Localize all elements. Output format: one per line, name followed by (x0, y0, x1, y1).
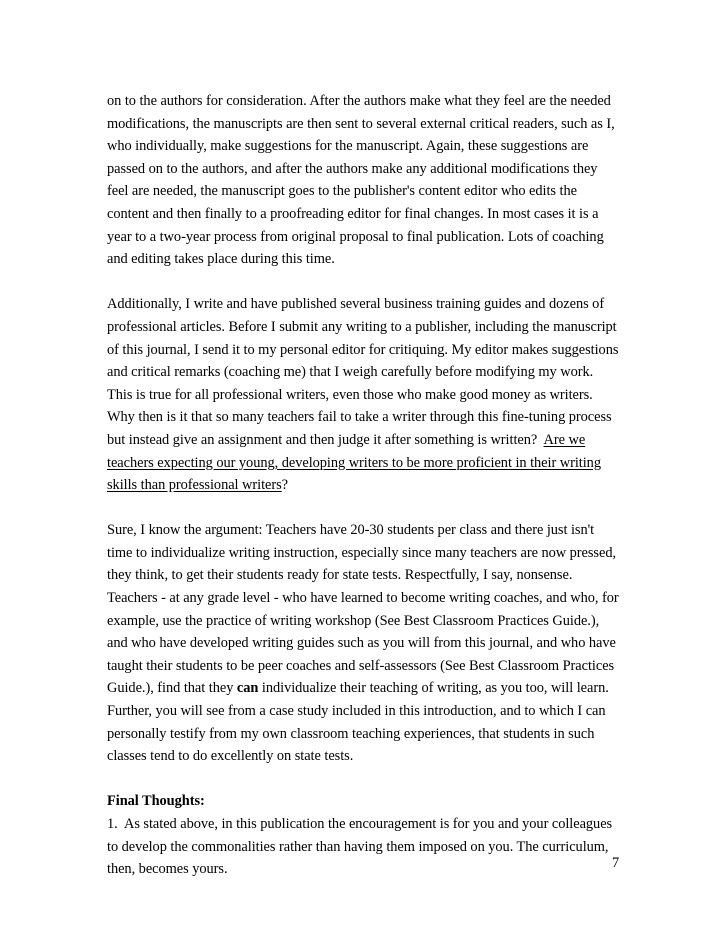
text-line: to develop the commonalities rather than having them imposed on you. The curriculum, (107, 838, 609, 855)
text-line: and critical remarks (coaching me) that I weigh carefully before modifying my work. (107, 364, 594, 381)
text-line: professional articles. Before I submit any writing to a publisher, including the manuscript (107, 318, 617, 335)
text-line: then, becomes yours. (107, 861, 228, 878)
page-number: 7 (612, 855, 620, 871)
underlined-question: skills than professional writers (107, 477, 282, 494)
text-line: example, use the practice of writing workshop (See Best Classroom Practices Guide.), (107, 612, 600, 629)
paragraph-publishing-process (107, 90, 627, 271)
section-heading: Final Thoughts: (107, 793, 205, 810)
paragraph-professional-writing (107, 293, 627, 496)
text-line: 1. As stated above, in this publication the encouragement is for you and your colleagues (107, 816, 613, 832)
text-line: modifications, the manuscripts are then sent to several external critical readers, such as I, (107, 115, 615, 132)
underlined-question: Are we (543, 431, 586, 448)
text-line: personally testify from my own classroom teaching experiences, that students in such (107, 725, 595, 742)
paragraph-teacher-argument (107, 519, 627, 768)
text-line: they think, to get their students ready for state tests. Respectfully, I say, nonsense. (107, 567, 573, 584)
text-line: passed on to the authors, and after the authors make any additional modifications they (107, 160, 598, 177)
text-line: who individually, make suggestions for the manuscript. Again, these suggestions are (107, 138, 589, 155)
text-line: classes tend to do excellently on state tests. (107, 748, 354, 765)
text-line: Further, you will see from a case study included in this introduction, and to which I can (107, 703, 606, 720)
text-line: and who have developed writing guides such as you will from this journal, and who have (107, 635, 616, 652)
text-line: Why then is it that so many teachers fail to take a writer through this fine-tuning process (107, 409, 612, 426)
text-line: on to the authors for consideration. After the authors make what they feel are the needed (107, 93, 611, 109)
underlined-question: teachers expecting our young, developing writers to be more proficient in their writing (107, 454, 601, 471)
text-line (107, 474, 627, 497)
final-thoughts-section (107, 790, 627, 880)
text-line (107, 677, 627, 700)
text-line: Sure, I know the argument: Teachers have 20-30 students per class and there just isn't (107, 522, 595, 539)
text-segment: individualize their teaching of writing, as you too, will learn. (258, 680, 609, 697)
text-line: taught their students to be peer coaches and self-assessors (See Best Classroom Practices (107, 657, 615, 674)
text-line: Teachers - at any grade level - who have learned to become writing coaches, and who, for (107, 590, 619, 607)
bold-emphasis: can (236, 680, 259, 697)
text-line: of this journal, I send it to my personal editor for critiquing. My editor makes suggestions (107, 341, 619, 358)
text-line (107, 429, 627, 452)
text-line: content and then finally to a proofreading editor for final changes. In most cases it is a (107, 205, 599, 222)
text-segment: but instead give an assignment and then judge it after something is written? (107, 431, 544, 448)
text-segment: Guide.), find that they (107, 680, 237, 697)
text-line: and editing takes place during this time. (107, 251, 335, 268)
text-line: feel are needed, the manuscript goes to the publisher's content editor who edits the (107, 183, 577, 200)
document-body (107, 90, 627, 881)
text-line: time to individualize writing instruction, especially since many teachers are now pressed, (107, 544, 617, 561)
text-line: This is true for all professional writers, even those who make good money as writers. (107, 386, 593, 403)
text-line: year to a two-year process from original proposal to final publication. Lots of coaching (107, 228, 604, 245)
text-segment: ? (281, 477, 289, 494)
text-line: Additionally, I write and have published several business training guides and dozens of (107, 296, 605, 313)
